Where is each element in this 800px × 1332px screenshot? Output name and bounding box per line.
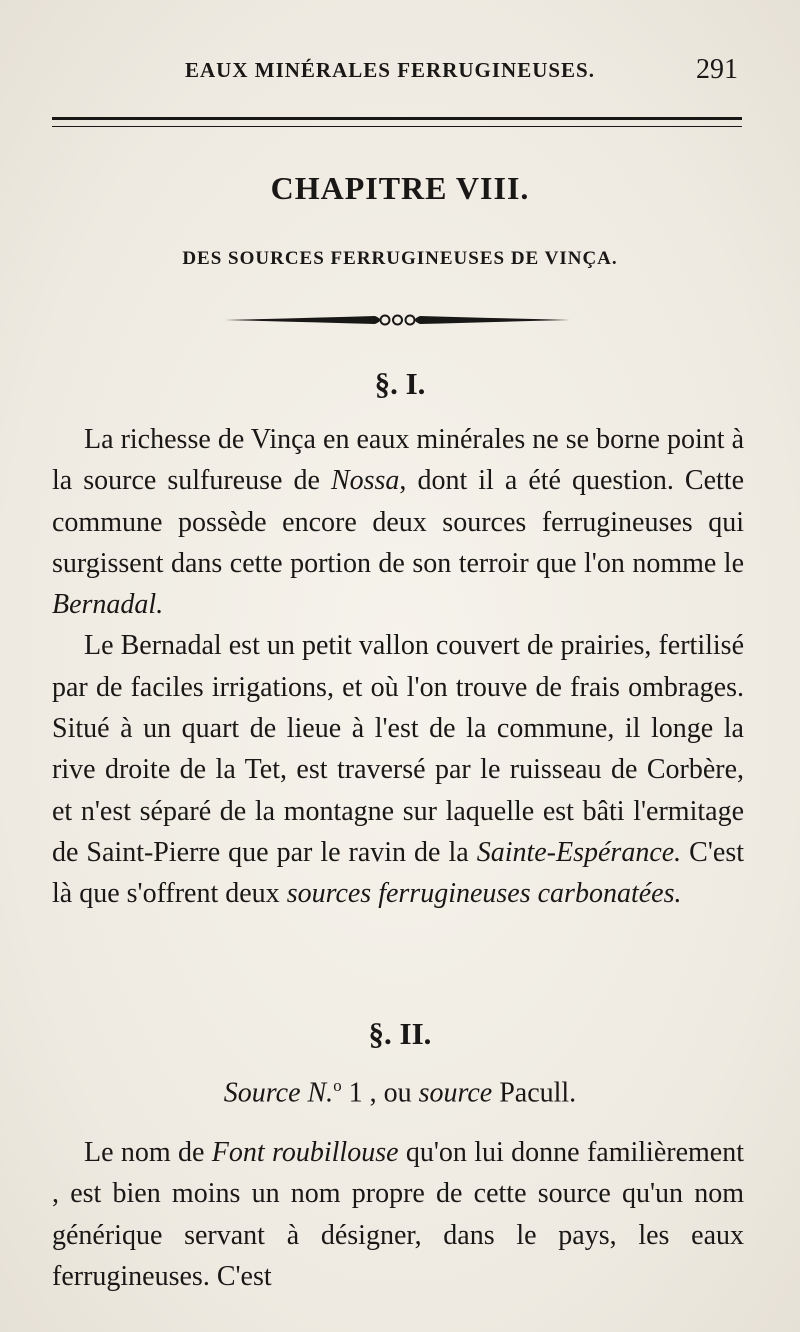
italic-source-2: source [418, 1077, 493, 1109]
section-1-text [52, 419, 744, 915]
italic-sainte-esperance: Sainte-Espérance. [476, 836, 682, 868]
page-header [52, 52, 742, 92]
paragraph-3 [52, 1132, 744, 1297]
chapter-title: CHAPITRE VIII. [270, 170, 530, 206]
text-run: Le nom de [84, 1137, 212, 1168]
italic-font-roubillouse: Font roubillouse [211, 1137, 399, 1168]
text-run: La richesse de Vinça en eaux minérales ne se borne point à la source sulfureuse de [52, 424, 744, 497]
text-run: C'est là que s'offrent deux [52, 836, 745, 910]
italic-sources: sources ferrugineuses carbonatées. [286, 878, 682, 910]
ornament-divider-icon [225, 310, 570, 330]
section-2-text [52, 1132, 744, 1297]
text-run: qu'on lui donne familièrement , est bien moins un nom propre de cette source qu'un nom générique servant à désigner, dans le pays, les eaux ferrugineuses. C'est [52, 1137, 744, 1292]
page-number: 291 [696, 54, 738, 85]
chapter-subtitle: DES SOURCES FERRUGINEUSES DE VINÇA. [182, 248, 618, 269]
text-run: 1 , ou [341, 1077, 419, 1109]
section-heading-2: §. II. [368, 1016, 432, 1051]
source-subheading [0, 1076, 800, 1109]
italic-bernadal: Bernadal. [52, 589, 164, 621]
source-name: Pacull. [492, 1077, 577, 1109]
running-title: EAUX MINÉRALES FERRUGINEUSES. [185, 58, 595, 82]
text-run: , dont il a été question. Cette commune possède encore deux sources ferrugineuses qui surgissent dans cette portion de son terroir que l'on nomme le [52, 465, 744, 579]
paragraph-1 [52, 419, 744, 625]
text-run: Le Bernadal est un petit vallon couvert de prairies, fertilisé par de faciles irrigations, et où l'on trouve de frais ombrages. Situé à un quart de lieue à l'est de la commune, il longe la rive droite de la Tet, est traversé par le ruisseau de Corbère, et n'est séparé de la montagne sur laquelle est bâti l'ermitage de Saint-Pierre que par le ravin de la [52, 630, 744, 868]
superscript: o [333, 1076, 342, 1095]
italic-nossa: Nossa [330, 465, 400, 497]
section-heading-1: §. I. [374, 366, 426, 401]
paragraph-2 [52, 625, 744, 914]
italic-source: Source N. [223, 1077, 334, 1109]
header-double-rule [52, 117, 742, 127]
